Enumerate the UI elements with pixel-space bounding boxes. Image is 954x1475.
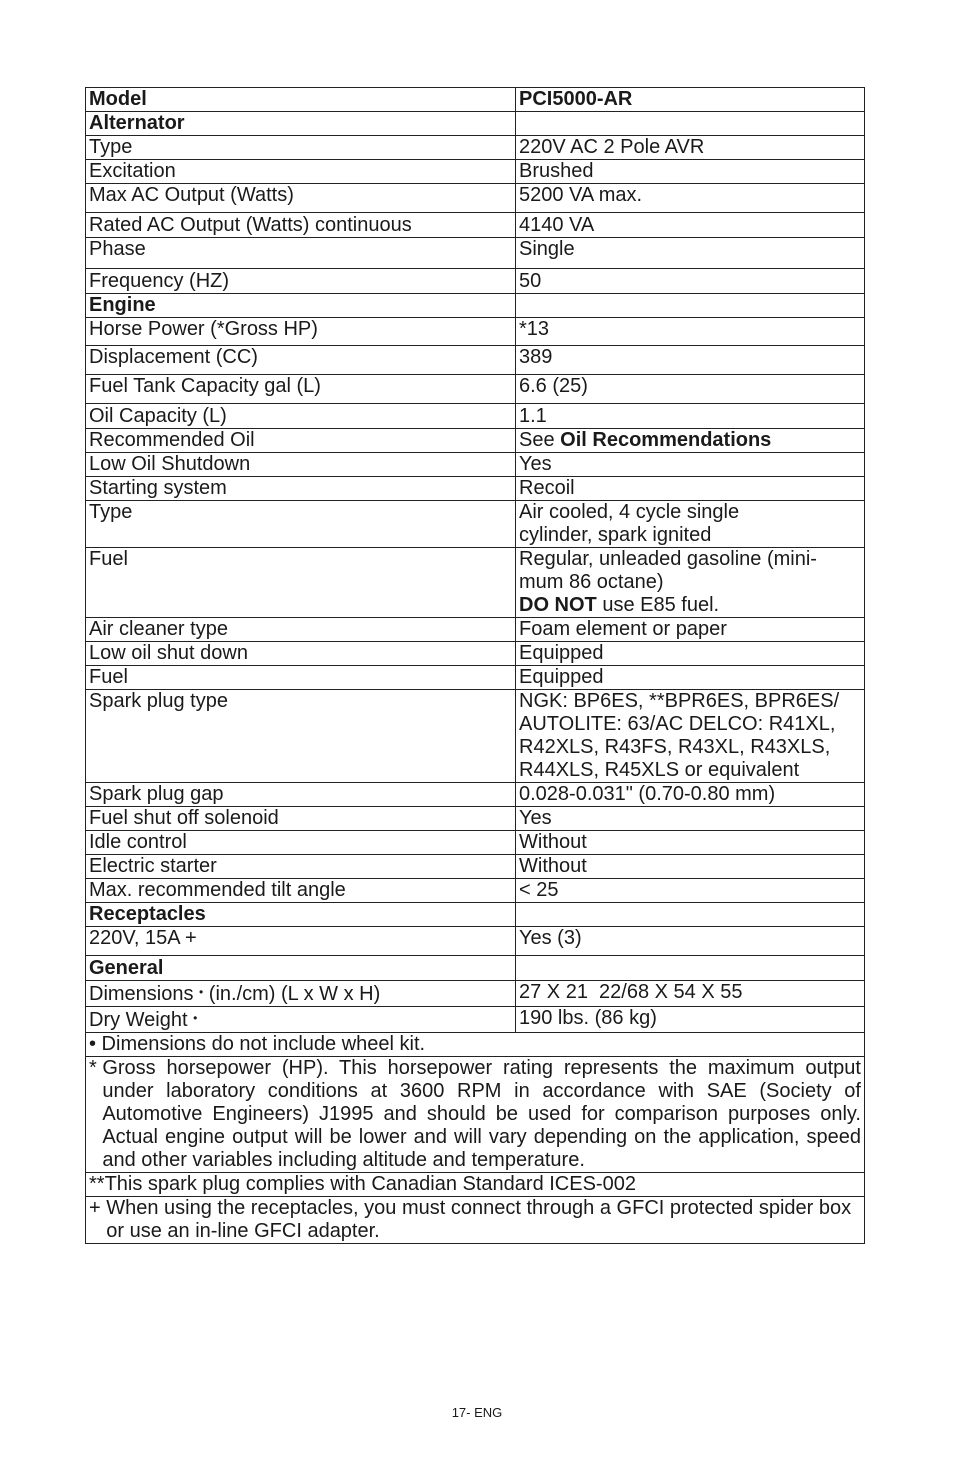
table-row xyxy=(86,1007,865,1033)
row-label: Max AC Output (Watts) xyxy=(86,184,516,213)
value-line: AUTOLITE: 63/AC DELCO: R41XL, xyxy=(519,713,836,735)
table-header-row xyxy=(86,88,865,112)
row-label: Rated AC Output (Watts) continuous xyxy=(86,213,516,238)
value-line xyxy=(519,594,861,617)
row-label: Oil Capacity (L) xyxy=(86,404,516,429)
row-label xyxy=(86,1007,516,1033)
row-value: Equipped xyxy=(516,642,865,666)
dimensions-note: • Dimensions do not include wheel kit. xyxy=(86,1033,865,1057)
row-value: < 25 xyxy=(516,879,865,903)
row-label: 220V, 15A + xyxy=(86,927,516,956)
table-row xyxy=(86,269,865,294)
table-row xyxy=(86,618,865,642)
row-value: 50 xyxy=(516,269,865,294)
bullet-mark: • xyxy=(193,1011,198,1025)
row-value: 6.6 (25) xyxy=(516,375,865,404)
empty-cell xyxy=(516,112,865,136)
dry-weight-label: Dry Weight xyxy=(89,1009,188,1031)
empty-cell xyxy=(516,903,865,927)
dimensions-units: (in./cm) (L x W x H) xyxy=(203,983,381,1005)
gross-hp-text: Gross horsepower (HP). This horsepower rating represents the maximum output under laboratory conditions at 3600 RPM in accordance with SAE (Society of Automotive Engineers) J1995 and should be used for comparison purposes only. Actual engine output will be lower and will vary depending on the application, speed and other variables including altitude and temperature. xyxy=(102,1057,861,1171)
table-row xyxy=(86,136,865,160)
row-value: Yes xyxy=(516,453,865,477)
table-row xyxy=(86,807,865,831)
section-row-alternator xyxy=(86,112,865,136)
table-row xyxy=(86,783,865,807)
model-label: Model xyxy=(86,88,516,112)
row-label: Electric starter xyxy=(86,855,516,879)
plus-mark: + xyxy=(89,1197,107,1219)
table-row xyxy=(86,213,865,238)
table-row xyxy=(86,981,865,1007)
section-title-engine: Engine xyxy=(86,294,516,318)
row-label: Type xyxy=(86,136,516,160)
table-row xyxy=(86,453,865,477)
page-number: 17- ENG xyxy=(451,1405,503,1420)
warning-rest: use E85 fuel. xyxy=(596,594,720,616)
table-row xyxy=(86,548,865,618)
row-value: 1.1 xyxy=(516,404,865,429)
note-row xyxy=(86,1057,865,1173)
table-row xyxy=(86,318,865,346)
note-row xyxy=(86,1197,865,1244)
row-value: *13 xyxy=(516,318,865,346)
table-row xyxy=(86,160,865,184)
table-row xyxy=(86,477,865,501)
row-label: Fuel xyxy=(86,666,516,690)
empty-cell xyxy=(516,956,865,981)
table-row xyxy=(86,238,865,269)
row-label: Spark plug type xyxy=(86,690,516,783)
bullet-mark: • xyxy=(199,985,204,999)
section-title-receptacles: Receptacles xyxy=(86,903,516,927)
row-label: Type xyxy=(86,501,516,548)
row-label: Fuel Tank Capacity gal (L) xyxy=(86,375,516,404)
row-label: Phase xyxy=(86,238,516,269)
row-value: Recoil xyxy=(516,477,865,501)
row-value: 27 X 21 22/68 X 54 X 55 xyxy=(516,981,865,1007)
section-title-alternator: Alternator xyxy=(86,112,516,136)
row-value: 5200 VA max. xyxy=(516,184,865,213)
row-label: Idle control xyxy=(86,831,516,855)
section-title-general: General xyxy=(86,956,516,981)
row-value: Without xyxy=(516,855,865,879)
section-row-engine xyxy=(86,294,865,318)
table-row xyxy=(86,666,865,690)
row-value: Yes (3) xyxy=(516,927,865,956)
value-line: Regular, unleaded gasoline (mini- xyxy=(519,548,817,570)
row-value: 0.028-0.031" (0.70-0.80 mm) xyxy=(516,783,865,807)
note-row xyxy=(86,1033,865,1057)
row-label: Excitation xyxy=(86,160,516,184)
row-value: 190 lbs. (86 kg) xyxy=(516,1007,865,1033)
model-value: PCI5000-AR xyxy=(516,88,865,112)
row-value xyxy=(516,690,865,783)
row-value: 4140 VA xyxy=(516,213,865,238)
table-row xyxy=(86,404,865,429)
empty-cell xyxy=(516,294,865,318)
row-label: Horse Power (*Gross HP) xyxy=(86,318,516,346)
row-value: 389 xyxy=(516,346,865,375)
value-line: R44XLS, R45XLS or equivalent xyxy=(519,759,800,781)
table-row xyxy=(86,855,865,879)
oil-recommendations-ref: Oil Recommendations xyxy=(560,429,772,451)
gfci-text: When using the receptacles, you must connect through a GFCI protected spider box or use an in-line GFCI adapter. xyxy=(106,1197,852,1242)
section-row-receptacles xyxy=(86,903,865,927)
table-row xyxy=(86,346,865,375)
spark-plug-note: **This spark plug complies with Canadian Standard ICES-002 xyxy=(86,1173,865,1197)
row-label xyxy=(86,981,516,1007)
row-label: Displacement (CC) xyxy=(86,346,516,375)
row-value: Equipped xyxy=(516,666,865,690)
row-label: Recommended Oil xyxy=(86,429,516,453)
table-row xyxy=(86,501,865,548)
row-label: Fuel shut off solenoid xyxy=(86,807,516,831)
row-label: Fuel xyxy=(86,548,516,618)
value-line: Air cooled, 4 cycle single xyxy=(519,501,740,523)
gross-hp-note xyxy=(86,1057,865,1173)
table-row xyxy=(86,184,865,213)
gfci-note xyxy=(86,1197,865,1244)
row-value xyxy=(516,429,865,453)
asterisk-mark: * xyxy=(89,1057,103,1079)
section-row-general xyxy=(86,956,865,981)
table-row xyxy=(86,375,865,404)
row-label: Low oil shut down xyxy=(86,642,516,666)
row-value: Without xyxy=(516,831,865,855)
row-label: Frequency (HZ) xyxy=(86,269,516,294)
table-row xyxy=(86,831,865,855)
row-value: Single xyxy=(516,238,865,269)
value-line: NGK: BP6ES, **BPR6ES, BPR6ES/ xyxy=(519,690,840,712)
row-value xyxy=(516,548,865,618)
row-value: Yes xyxy=(516,807,865,831)
value-prefix: See xyxy=(519,429,561,451)
row-label: Starting system xyxy=(86,477,516,501)
row-label: Low Oil Shutdown xyxy=(86,453,516,477)
table-row xyxy=(86,642,865,666)
table-row xyxy=(86,690,865,783)
table-row xyxy=(86,927,865,956)
value-line: mum 86 octane) xyxy=(519,571,664,593)
table-row xyxy=(86,879,865,903)
row-value xyxy=(516,501,865,548)
row-value: Brushed xyxy=(516,160,865,184)
specifications-table xyxy=(85,87,865,1244)
value-line: R42XLS, R43FS, R43XL, R43XLS, xyxy=(519,736,831,758)
dimensions-label: Dimensions xyxy=(89,983,194,1005)
table-row xyxy=(86,429,865,453)
row-label: Max. recommended tilt angle xyxy=(86,879,516,903)
value-line: cylinder, spark ignited xyxy=(519,524,712,546)
warning-text: DO NOT xyxy=(519,594,597,616)
row-value: 220V AC 2 Pole AVR xyxy=(516,136,865,160)
note-row xyxy=(86,1173,865,1197)
row-label: Spark plug gap xyxy=(86,783,516,807)
row-label: Air cleaner type xyxy=(86,618,516,642)
row-value: Foam element or paper xyxy=(516,618,865,642)
